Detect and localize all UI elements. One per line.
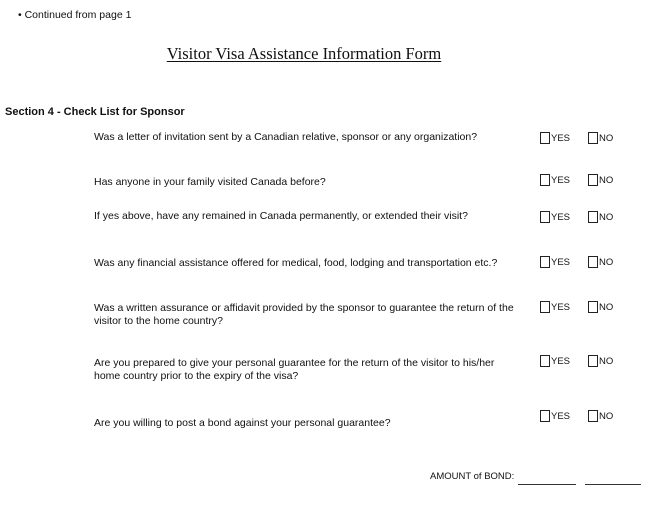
no-checkbox[interactable] <box>588 301 598 313</box>
amount-of-bond-line-1[interactable] <box>518 484 576 485</box>
no-option-2[interactable] <box>588 174 613 186</box>
no-label: NO <box>599 211 614 223</box>
no-checkbox[interactable] <box>588 410 598 422</box>
yes-label: YES <box>551 301 571 313</box>
form-title: Visitor Visa Assistance Information Form <box>166 44 442 63</box>
yes-option-2[interactable] <box>540 174 570 186</box>
amount-of-bond-label: AMOUNT of BOND: <box>430 471 515 482</box>
yes-option-7[interactable] <box>540 410 570 422</box>
yes-checkbox[interactable] <box>540 301 550 313</box>
question-6: Are you prepared to give your personal guarantee for the return of the visitor to his/her home country prior to the expiry of the visa? <box>94 357 495 382</box>
yes-option-4[interactable] <box>540 256 570 268</box>
yes-label: YES <box>551 355 571 367</box>
yes-label: YES <box>551 132 571 144</box>
question-2: Has anyone in your family visited Canada before? <box>94 176 326 188</box>
question-5: Was a written assurance or affidavit provided by the sponsor to guarantee the return of the visitor to the home country? <box>94 302 514 327</box>
yes-checkbox[interactable] <box>540 132 550 144</box>
question-4: Was any financial assistance offered for medical, food, lodging and transportation etc.? <box>94 257 498 269</box>
no-option-1[interactable] <box>588 132 613 144</box>
yes-checkbox[interactable] <box>540 256 550 268</box>
continued-note: • Continued from page 1 <box>18 9 132 21</box>
yes-option-1[interactable] <box>540 132 570 144</box>
question-7: Are you willing to post a bond against your personal guarantee? <box>94 417 391 429</box>
yes-label: YES <box>551 256 571 268</box>
no-label: NO <box>599 132 614 144</box>
section-heading: Section 4 - Check List for Sponsor <box>5 106 185 118</box>
no-label: NO <box>599 410 614 422</box>
yes-checkbox[interactable] <box>540 211 550 223</box>
no-checkbox[interactable] <box>588 132 598 144</box>
no-checkbox[interactable] <box>588 211 598 223</box>
no-checkbox[interactable] <box>588 174 598 186</box>
no-option-4[interactable] <box>588 256 613 268</box>
no-option-6[interactable] <box>588 355 613 367</box>
yes-option-6[interactable] <box>540 355 570 367</box>
yes-label: YES <box>551 211 571 223</box>
no-option-3[interactable] <box>588 211 613 223</box>
yes-label: YES <box>551 410 571 422</box>
question-1: Was a letter of invitation sent by a Canadian relative, sponsor or any organization? <box>94 131 478 143</box>
no-label: NO <box>599 301 614 313</box>
no-checkbox[interactable] <box>588 355 598 367</box>
no-option-7[interactable] <box>588 410 613 422</box>
question-3: If yes above, have any remained in Canada permanently, or extended their visit? <box>94 210 468 222</box>
yes-checkbox[interactable] <box>540 174 550 186</box>
no-option-5[interactable] <box>588 301 613 313</box>
yes-option-5[interactable] <box>540 301 570 313</box>
no-label: NO <box>599 355 614 367</box>
yes-checkbox[interactable] <box>540 355 550 367</box>
no-checkbox[interactable] <box>588 256 598 268</box>
amount-of-bond-line-2[interactable] <box>585 484 641 485</box>
yes-option-3[interactable] <box>540 211 570 223</box>
no-label: NO <box>599 256 614 268</box>
no-label: NO <box>599 174 614 186</box>
yes-label: YES <box>551 174 571 186</box>
yes-checkbox[interactable] <box>540 410 550 422</box>
